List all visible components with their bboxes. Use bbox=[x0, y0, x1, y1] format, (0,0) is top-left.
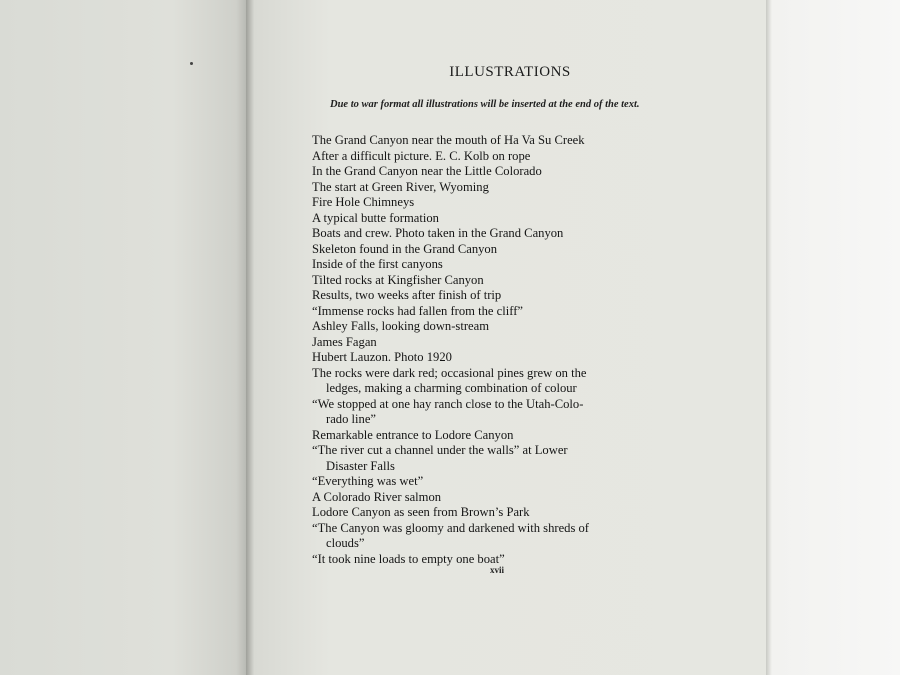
list-item-line: The rocks were dark red; occasional pines grew on the bbox=[312, 365, 587, 380]
list-item bbox=[312, 164, 752, 180]
background-surface bbox=[766, 0, 900, 675]
list-item-line: Hubert Lauzon. Photo 1920 bbox=[312, 350, 452, 364]
list-item-line: Remarkable entrance to Lodore Canyon bbox=[312, 427, 514, 442]
list-item-line: “We stopped at one hay ranch close to the Utah-Colo- bbox=[312, 396, 584, 411]
list-item bbox=[312, 226, 752, 242]
list-item-line: The Grand Canyon near the mouth of Ha Va Su Creek bbox=[312, 133, 585, 147]
list-item-line: Inside of the first canyons bbox=[312, 257, 443, 271]
list-item bbox=[312, 304, 752, 320]
list-item bbox=[312, 366, 752, 397]
list-item-line: “The Canyon was gloomy and darkened with shreds of bbox=[312, 520, 589, 535]
list-item-line: clouds” bbox=[326, 536, 365, 550]
list-item bbox=[312, 505, 752, 521]
list-item bbox=[312, 490, 752, 506]
list-item-line: “Everything was wet” bbox=[312, 474, 424, 488]
list-item bbox=[312, 521, 752, 552]
list-item-line: A typical butte formation bbox=[312, 210, 439, 225]
list-item bbox=[312, 133, 752, 149]
list-item-line: Results, two weeks after finish of trip bbox=[312, 288, 502, 302]
list-item bbox=[312, 350, 752, 366]
list-item bbox=[312, 195, 752, 211]
list-item-line: rado line” bbox=[326, 412, 376, 426]
list-item-line: The start at Green River, Wyoming bbox=[312, 179, 489, 194]
list-item bbox=[312, 211, 752, 227]
list-item bbox=[312, 552, 752, 568]
right-page bbox=[254, 0, 766, 675]
list-item-line: After a difficult picture. E. C. Kolb on rope bbox=[312, 148, 531, 163]
illustrations-list bbox=[312, 133, 752, 567]
list-item bbox=[312, 474, 752, 490]
page-title: ILLUSTRATIONS bbox=[449, 64, 571, 80]
format-note: Due to war format all illustrations will be inserted at the end of the text. bbox=[330, 99, 640, 110]
list-item-line: “The river cut a channel under the walls” at Lower bbox=[312, 443, 568, 457]
list-item-line: James Fagan bbox=[312, 334, 377, 349]
list-item bbox=[312, 242, 752, 258]
list-item-line: ledges, making a charming combination of colour bbox=[326, 381, 577, 395]
list-item-line: Ashley Falls, looking down-stream bbox=[312, 319, 489, 333]
left-page bbox=[0, 0, 246, 675]
page-number: xvii bbox=[490, 565, 505, 575]
list-item-line: “It took nine loads to empty one boat” bbox=[312, 551, 505, 566]
list-item bbox=[312, 443, 752, 474]
list-item bbox=[312, 428, 752, 444]
list-item bbox=[312, 397, 752, 428]
list-item bbox=[312, 319, 752, 335]
list-item-line: A Colorado River salmon bbox=[312, 489, 442, 504]
list-item-line: Lodore Canyon as seen from Brown’s Park bbox=[312, 505, 530, 519]
list-item-line: Skeleton found in the Grand Canyon bbox=[312, 241, 498, 256]
list-item bbox=[312, 180, 752, 196]
list-item-line: Tilted rocks at Kingfisher Canyon bbox=[312, 272, 484, 287]
list-item bbox=[312, 273, 752, 289]
list-item bbox=[312, 257, 752, 273]
list-item bbox=[312, 149, 752, 165]
list-item-line: Boats and crew. Photo taken in the Grand Canyon bbox=[312, 226, 564, 240]
book-gutter bbox=[246, 0, 254, 675]
list-item-line: “Immense rocks had fallen from the cliff” bbox=[312, 303, 523, 318]
page-speck bbox=[190, 62, 193, 65]
list-item-line: Fire Hole Chimneys bbox=[312, 195, 415, 209]
list-item bbox=[312, 335, 752, 351]
list-item bbox=[312, 288, 752, 304]
list-item-line: Disaster Falls bbox=[326, 458, 395, 473]
list-item-line: In the Grand Canyon near the Little Colorado bbox=[312, 164, 542, 178]
